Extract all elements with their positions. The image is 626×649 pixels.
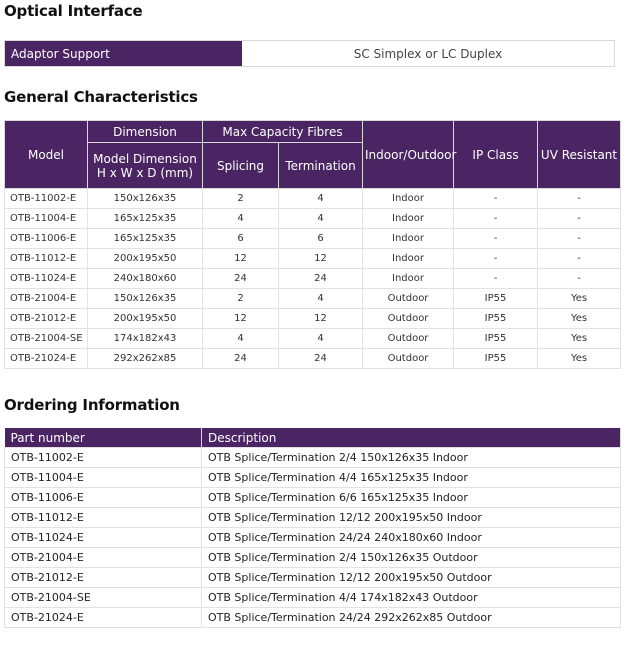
cell-termination: 12 <box>279 249 363 269</box>
cell-dimension: 165x125x35 <box>88 209 203 229</box>
cell-termination: 4 <box>279 189 363 209</box>
cell-dimension: 240x180x60 <box>88 269 203 289</box>
cell-model: OTB-11006-E <box>5 229 88 249</box>
table-row <box>5 528 621 548</box>
table-row <box>5 468 621 488</box>
cell-splicing: 12 <box>203 249 279 269</box>
cell-dimension: 150x126x35 <box>88 189 203 209</box>
cell-model: OTB-21004-SE <box>5 329 88 349</box>
cell-description: OTB Splice/Termination 4/4 165x125x35 Indoor <box>202 468 621 488</box>
cell-indoor-outdoor: Outdoor <box>363 289 454 309</box>
general-characteristics-table <box>4 120 621 369</box>
adaptor-support-value: SC Simplex or LC Duplex <box>353 46 503 61</box>
table-row <box>5 329 621 349</box>
cell-splicing: 2 <box>203 289 279 309</box>
cell-splicing: 12 <box>203 309 279 329</box>
cell-ip-class: IP55 <box>454 329 538 349</box>
cell-splicing: 24 <box>203 269 279 289</box>
table-row <box>5 448 621 468</box>
table-row <box>5 488 621 508</box>
cell-dimension: 150x126x35 <box>88 289 203 309</box>
cell-part-number: OTB-21024-E <box>5 608 202 628</box>
col-header-splicing: Splicing <box>203 143 279 189</box>
cell-part-number: OTB-21004-SE <box>5 588 202 608</box>
cell-description: OTB Splice/Termination 12/12 200x195x50 Indoor <box>202 508 621 528</box>
adaptor-support-label: Adaptor Support <box>5 41 242 66</box>
col-header-termination: Termination <box>279 143 363 189</box>
col-header-model: Model <box>5 121 88 189</box>
cell-termination: 24 <box>279 349 363 369</box>
cell-indoor-outdoor: Indoor <box>363 209 454 229</box>
table-row <box>5 249 621 269</box>
cell-ip-class: IP55 <box>454 309 538 329</box>
table-row <box>5 269 621 289</box>
cell-splicing: 24 <box>203 349 279 369</box>
col-header-dimension: Dimension <box>88 121 203 143</box>
cell-description: OTB Splice/Termination 2/4 150x126x35 Outdoor <box>202 548 621 568</box>
cell-termination: 24 <box>279 269 363 289</box>
table-row <box>5 508 621 528</box>
cell-uv-resistant: - <box>538 249 621 269</box>
col-header-uv-resistant: UV Resistant <box>538 121 621 189</box>
cell-indoor-outdoor: Outdoor <box>363 329 454 349</box>
cell-description: OTB Splice/Termination 24/24 292x262x85 Outdoor <box>202 608 621 628</box>
cell-termination: 6 <box>279 229 363 249</box>
cell-splicing: 4 <box>203 209 279 229</box>
cell-ip-class: - <box>454 269 538 289</box>
cell-model: OTB-11002-E <box>5 189 88 209</box>
cell-part-number: OTB-11004-E <box>5 468 202 488</box>
cell-uv-resistant: Yes <box>538 349 621 369</box>
cell-uv-resistant: Yes <box>538 309 621 329</box>
cell-indoor-outdoor: Indoor <box>363 249 454 269</box>
cell-dimension: 174x182x43 <box>88 329 203 349</box>
col-header-part-number: Part number <box>5 428 202 448</box>
cell-description: OTB Splice/Termination 4/4 174x182x43 Outdoor <box>202 588 621 608</box>
cell-model: OTB-11012-E <box>5 249 88 269</box>
cell-dimension: 200x195x50 <box>88 249 203 269</box>
cell-part-number: OTB-21004-E <box>5 548 202 568</box>
table-row <box>5 189 621 209</box>
cell-part-number: OTB-11006-E <box>5 488 202 508</box>
cell-uv-resistant: Yes <box>538 289 621 309</box>
cell-termination: 4 <box>279 209 363 229</box>
cell-splicing: 6 <box>203 229 279 249</box>
cell-model: OTB-11024-E <box>5 269 88 289</box>
cell-indoor-outdoor: Indoor <box>363 189 454 209</box>
col-header-description: Description <box>202 428 621 448</box>
cell-uv-resistant: Yes <box>538 329 621 349</box>
cell-part-number: OTB-11012-E <box>5 508 202 528</box>
col-header-model-dimension: Model Dimension H x W x D (mm) <box>88 143 203 189</box>
col-header-ip-class: IP Class <box>454 121 538 189</box>
cell-indoor-outdoor: Indoor <box>363 229 454 249</box>
table-row <box>5 289 621 309</box>
general-characteristics-heading: General Characteristics <box>4 88 198 106</box>
cell-indoor-outdoor: Outdoor <box>363 349 454 369</box>
cell-uv-resistant: - <box>538 209 621 229</box>
cell-splicing: 2 <box>203 189 279 209</box>
cell-description: OTB Splice/Termination 6/6 165x125x35 Indoor <box>202 488 621 508</box>
table-row <box>5 229 621 249</box>
cell-ip-class: IP55 <box>454 289 538 309</box>
cell-part-number: OTB-21012-E <box>5 568 202 588</box>
cell-model: OTB-21024-E <box>5 349 88 369</box>
cell-termination: 12 <box>279 309 363 329</box>
cell-description: OTB Splice/Termination 12/12 200x195x50 Outdoor <box>202 568 621 588</box>
cell-ip-class: IP55 <box>454 349 538 369</box>
cell-dimension: 165x125x35 <box>88 229 203 249</box>
cell-ip-class: - <box>454 209 538 229</box>
table-row <box>5 608 621 628</box>
cell-ip-class: - <box>454 189 538 209</box>
cell-ip-class: - <box>454 249 538 269</box>
table-row <box>5 568 621 588</box>
cell-model: OTB-11004-E <box>5 209 88 229</box>
table-row <box>5 588 621 608</box>
adaptor-support-row <box>4 40 615 67</box>
cell-indoor-outdoor: Outdoor <box>363 309 454 329</box>
cell-termination: 4 <box>279 329 363 349</box>
table-row <box>5 349 621 369</box>
cell-ip-class: - <box>454 229 538 249</box>
table-row <box>5 209 621 229</box>
cell-part-number: OTB-11024-E <box>5 528 202 548</box>
cell-indoor-outdoor: Indoor <box>363 269 454 289</box>
table-row <box>5 548 621 568</box>
cell-dimension: 200x195x50 <box>88 309 203 329</box>
cell-uv-resistant: - <box>538 269 621 289</box>
cell-uv-resistant: - <box>538 229 621 249</box>
cell-model: OTB-21004-E <box>5 289 88 309</box>
ordering-information-heading: Ordering Information <box>4 396 180 414</box>
cell-model: OTB-21012-E <box>5 309 88 329</box>
optical-interface-heading: Optical Interface <box>4 2 143 20</box>
cell-uv-resistant: - <box>538 189 621 209</box>
table-row <box>5 309 621 329</box>
cell-termination: 4 <box>279 289 363 309</box>
cell-description: OTB Splice/Termination 2/4 150x126x35 Indoor <box>202 448 621 468</box>
cell-description: OTB Splice/Termination 24/24 240x180x60 Indoor <box>202 528 621 548</box>
cell-part-number: OTB-11002-E <box>5 448 202 468</box>
cell-dimension: 292x262x85 <box>88 349 203 369</box>
col-header-indoor-outdoor: Indoor/Outdoor <box>363 121 454 189</box>
col-header-max-capacity: Max Capacity Fibres <box>203 121 363 143</box>
ordering-information-table <box>4 428 621 628</box>
cell-splicing: 4 <box>203 329 279 349</box>
